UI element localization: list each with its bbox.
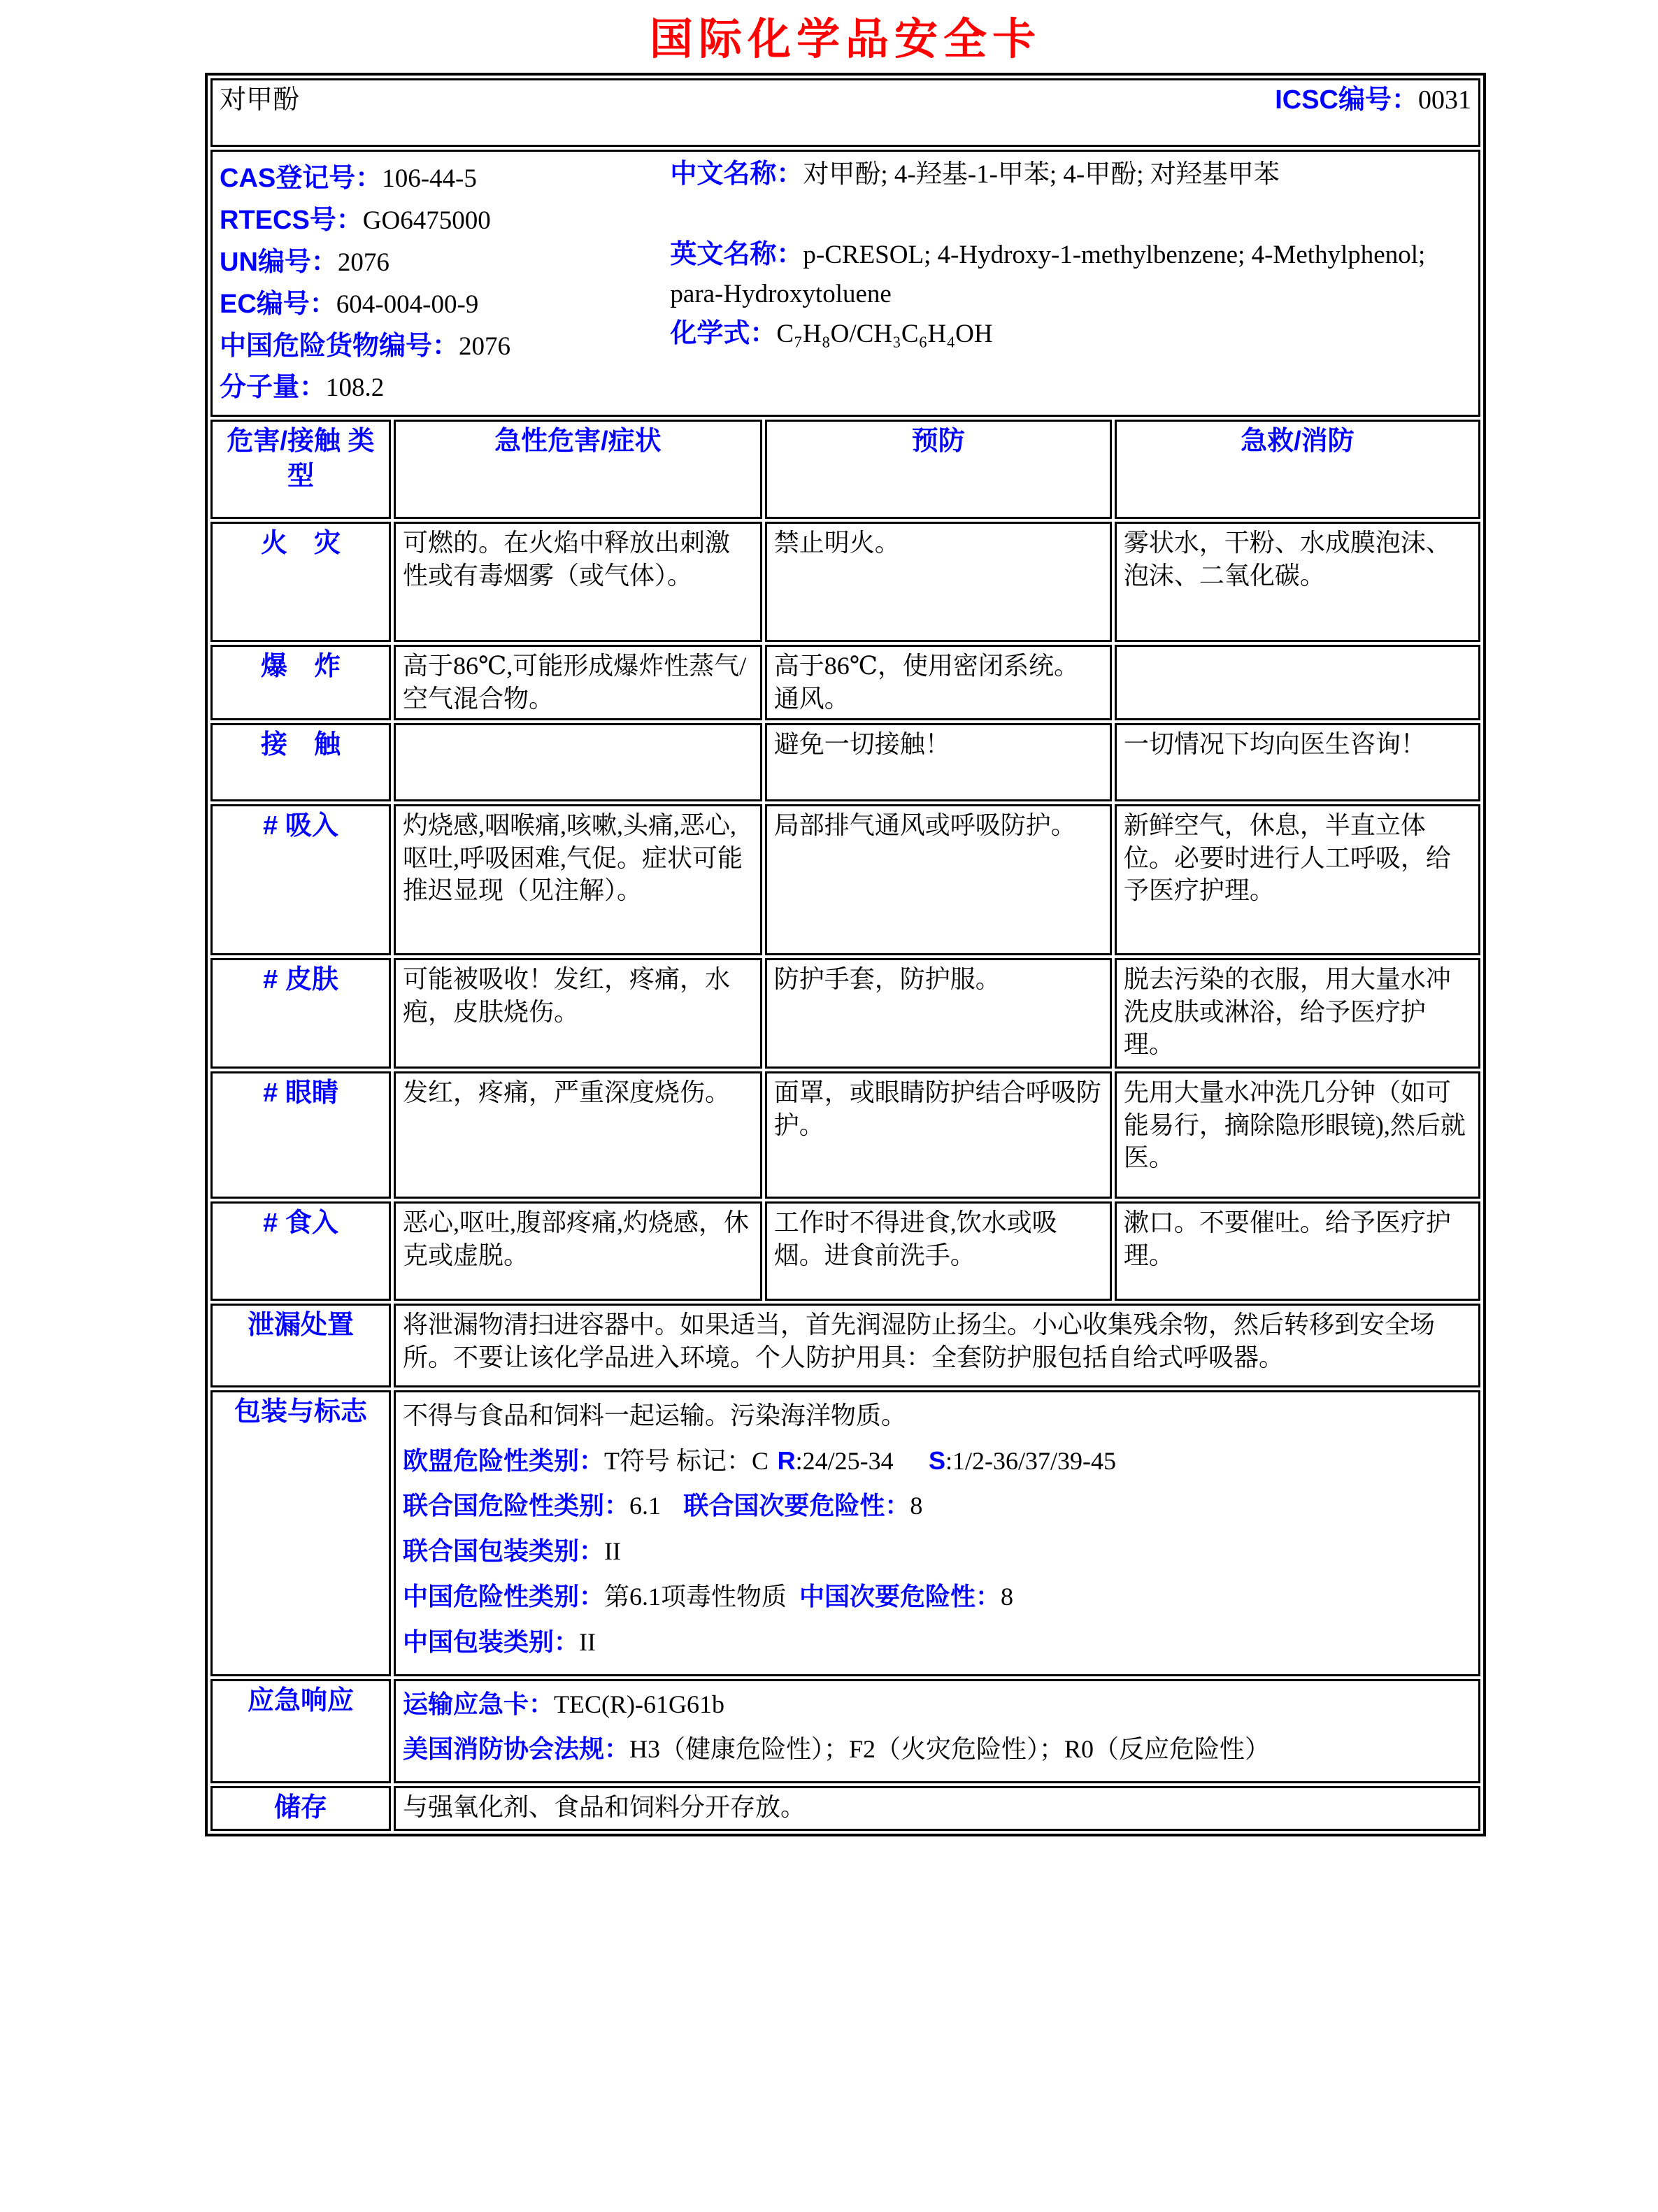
contact-response: 一切情况下均向医生咨询！ <box>1115 723 1480 801</box>
cas-label: CAS登记号： <box>220 164 383 194</box>
icsc-number-group <box>1275 83 1471 117</box>
packaging-cell <box>394 1390 1480 1676</box>
col-header-prevention: 预防 <box>765 420 1112 519</box>
skin-symptoms: 可能被吸收！发红，疼痛，水疱，皮肤烧伤。 <box>394 958 762 1069</box>
contact-symptoms <box>394 723 762 801</box>
formula-value: C₇H₈O/CH₃C₆H₄OH <box>776 319 993 348</box>
row-label-ingestion: # 食入 <box>210 1201 391 1301</box>
nfpa-value: H3（健康危险性）；F2（火灾危险性）；R0（反应危险性） <box>629 1735 1271 1764</box>
ec-number-line <box>220 287 670 322</box>
ec-value: 604-004-00-9 <box>336 290 479 319</box>
contact-prevention: 避免一切接触！ <box>765 723 1112 801</box>
storage-row <box>210 1786 1480 1830</box>
hazard-row-fire <box>210 522 1480 642</box>
hazard-row-contact <box>210 723 1480 801</box>
eyes-symptoms: 发红，疼痛，严重深度烧伤。 <box>394 1071 762 1199</box>
un-pack-value: II <box>603 1537 621 1566</box>
nfpa-label: 美国消防协会法规： <box>402 1734 629 1764</box>
cn-hazard-class-line <box>403 1580 1471 1613</box>
skin-response: 脱去污染的衣服，用大量水冲洗皮肤或淋浴，给予医疗护理。 <box>1115 958 1480 1069</box>
cn-pack-label: 中国包装类别： <box>402 1627 579 1656</box>
un-number-line <box>220 245 670 280</box>
cas-value: 106-44-5 <box>382 164 477 194</box>
chinese-name-value: 对甲酚; 4-羟基-1-甲苯; 4-甲酚; 对羟基甲苯 <box>803 160 1280 190</box>
chinese-name-line <box>670 155 1471 194</box>
nfpa-code-line <box>403 1733 1471 1766</box>
col-header-symptoms: 急性危害/症状 <box>394 420 762 519</box>
un-hazard-class-line <box>403 1490 1471 1522</box>
mw-value: 108.2 <box>326 373 385 403</box>
row-label-inhalation: # 吸入 <box>210 804 391 955</box>
un-class-value: 6.1 <box>629 1492 661 1520</box>
row-label-explosion: 爆 炸 <box>210 645 391 720</box>
identifiers-cell <box>210 150 1480 417</box>
rtecs-value: GO6475000 <box>362 206 491 236</box>
english-name-label: 英文名称： <box>670 240 803 270</box>
row-label-storage: 储存 <box>210 1786 391 1830</box>
rtecs-label: RTECS号： <box>220 206 363 236</box>
hazard-row-eyes <box>210 1071 1480 1199</box>
row-label-emergency: 应急响应 <box>210 1679 391 1784</box>
ingestion-prevention: 工作时不得进食,饮水或吸烟。进食前洗手。 <box>765 1201 1112 1301</box>
cn-class-value: 第6.1项毒性物质 <box>603 1582 787 1611</box>
cn-packing-group-line <box>403 1626 1471 1659</box>
english-name-line <box>670 235 1471 314</box>
page-title: 国际化学品安全卡 <box>649 13 1041 64</box>
molecular-weight-line <box>220 370 670 406</box>
hazard-header-row <box>210 420 1480 519</box>
chemical-names <box>670 155 1471 412</box>
ingestion-response: 漱口。不要催吐。给予医疗护理。 <box>1115 1201 1480 1301</box>
ingestion-symptoms: 恶心,呕吐,腹部疼痛,灼烧感，休克或虚脱。 <box>394 1201 762 1301</box>
english-name-value: p-CRESOL; 4-Hydroxy-1-methylbenzene; 4-Methylphenol; para-Hydroxytoluene <box>670 241 1426 309</box>
eu-r-label: R <box>777 1446 796 1475</box>
formula-label: 化学式： <box>670 318 777 348</box>
eu-hazard-class-line <box>403 1445 1471 1478</box>
header-strip-row <box>210 78 1480 147</box>
inhalation-response: 新鲜空气，休息，半直立体位。必要时进行人工呼吸，给予医疗护理。 <box>1115 804 1480 955</box>
explosion-symptoms: 高于86℃,可能形成爆炸性蒸气/空气混合物。 <box>394 645 762 720</box>
spill-text: 将泄漏物清扫进容器中。如果适当，首先润湿防止扬尘。小心收集残余物，然后转移到安全场所。不要让该化学品进入环境。个人防护用具：全套防护服包括自给式呼吸器。 <box>394 1304 1480 1387</box>
substance-name: 对甲酚 <box>220 85 300 115</box>
un-sub-label: 联合国次要危险性： <box>683 1491 910 1520</box>
row-label-contact: 接 触 <box>210 723 391 801</box>
fire-prevention: 禁止明火。 <box>765 522 1112 642</box>
mw-label: 分子量： <box>220 373 327 403</box>
explosion-response <box>1115 645 1480 720</box>
rtecs-number-line <box>220 203 670 238</box>
fire-symptoms: 可燃的。在火焰中释放出刺激性或有毒烟雾（或气体）。 <box>394 522 762 642</box>
eyes-prevention: 面罩，或眼睛防护结合呼吸防护。 <box>765 1071 1112 1199</box>
col-header-response: 急救/消防 <box>1115 420 1480 519</box>
hazard-row-skin <box>210 958 1480 1069</box>
un-class-label: 联合国危险性类别： <box>402 1491 629 1520</box>
row-label-skin: # 皮肤 <box>210 958 391 1069</box>
fire-response: 雾状水，干粉、水成膜泡沫、泡沫、二氧化碳。 <box>1115 522 1480 642</box>
inhalation-prevention: 局部排气通风或呼吸防护。 <box>765 804 1112 955</box>
eu-class-value: T符号 标记：C <box>603 1446 769 1475</box>
emergency-row <box>210 1679 1480 1784</box>
un-label: UN编号： <box>220 247 338 277</box>
icsc-card <box>205 73 1486 1836</box>
cn-dg-number-line <box>220 329 670 364</box>
spill-row <box>210 1304 1480 1387</box>
packaging-row <box>210 1390 1480 1676</box>
packaging-transport-note: 不得与食品和饲料一起运输。污染海洋物质。 <box>402 1401 906 1429</box>
explosion-prevention: 高于86℃，使用密闭系统。通风。 <box>765 645 1112 720</box>
un-pack-label: 联合国包装类别： <box>402 1536 604 1566</box>
ec-label: EC编号： <box>220 289 336 319</box>
registry-numbers <box>220 155 670 412</box>
un-sub-value: 8 <box>910 1492 923 1520</box>
un-value: 2076 <box>337 248 390 277</box>
eu-s-label: S <box>928 1446 945 1475</box>
inhalation-symptoms: 灼烧感,咽喉痛,咳嗽,头痛,恶心,呕吐,呼吸困难,气促。症状可能推迟显现（见注解）。 <box>394 804 762 955</box>
icsc-number-value: 0031 <box>1418 85 1471 115</box>
un-packing-group-line <box>403 1535 1471 1568</box>
formula-line <box>670 314 1471 354</box>
eu-r-value: :24/25-34 <box>795 1446 894 1475</box>
cas-number-line <box>220 161 670 197</box>
col-header-hazard-type: 危害/接触 类型 <box>210 420 391 519</box>
eu-class-label: 欧盟危险性类别： <box>402 1446 604 1475</box>
chinese-name-label: 中文名称： <box>670 159 803 190</box>
identifiers-row <box>210 150 1480 417</box>
icsc-table <box>208 76 1483 1833</box>
emergency-cell <box>394 1679 1480 1784</box>
cn-class-label: 中国危险性类别： <box>402 1581 604 1611</box>
tec-label: 运输应急卡： <box>402 1689 554 1718</box>
cn-pack-value: II <box>578 1627 596 1656</box>
cn-sub-label: 中国次要危险性： <box>799 1581 1001 1611</box>
row-label-packaging: 包装与标志 <box>210 1390 391 1676</box>
row-label-fire: 火 灾 <box>210 522 391 642</box>
transport-emergency-card-line <box>403 1688 1471 1721</box>
hazard-row-explosion <box>210 645 1480 720</box>
eyes-response: 先用大量水冲洗几分钟（如可能易行，摘除隐形眼镜),然后就医。 <box>1115 1071 1480 1199</box>
hazard-row-ingestion <box>210 1201 1480 1301</box>
cn-dg-value: 2076 <box>459 331 511 361</box>
storage-text: 与强氧化剂、食品和饲料分开存放。 <box>394 1786 1480 1830</box>
row-label-spill: 泄漏处置 <box>210 1304 391 1387</box>
skin-prevention: 防护手套，防护服。 <box>765 958 1112 1069</box>
hazard-row-inhalation <box>210 804 1480 955</box>
tec-value: TEC(R)-61G61b <box>553 1690 724 1718</box>
cn-dg-label: 中国危险货物编号： <box>220 331 459 361</box>
icsc-number-label: ICSC编号： <box>1275 85 1418 115</box>
cn-sub-value: 8 <box>1001 1582 1014 1611</box>
eu-s-value: :1/2-36/37/39-45 <box>945 1446 1116 1475</box>
row-label-eyes: # 眼睛 <box>210 1071 391 1199</box>
header-strip-cell <box>210 78 1480 147</box>
